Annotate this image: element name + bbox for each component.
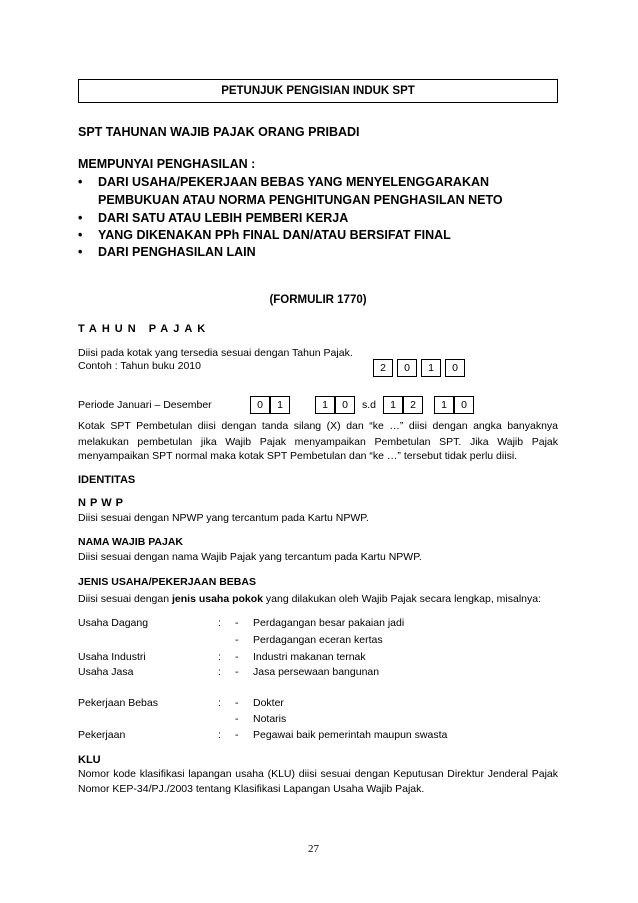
bullet-continuation — [78, 193, 558, 209]
jenis-row-dash: - — [235, 713, 239, 725]
heading-spt-tahunan: SPT TAHUNAN WAJIB PAJAK ORANG PRIBADI — [78, 125, 360, 139]
bullet-text: DARI USAHA/PEKERJAAN BEBAS YANG MENYELENGGARAKAN — [98, 175, 490, 189]
page-title-box — [78, 79, 558, 103]
jenis-row-colon: : — [218, 666, 221, 678]
pembetulan-note-line: melakukan pembetulan jika Wajib Pajak menyampaikan Pembetulan SPT. Jika Wajib Pajak — [78, 436, 558, 448]
period-end-month-box: 1 — [383, 396, 403, 414]
bullet-icon: • — [78, 228, 83, 242]
period-start-month-box: 0 — [250, 396, 270, 414]
jenis-text-after: yang dilakukan oleh Wajib Pajak secara lengkap, misalnya: — [263, 593, 542, 605]
jenis-row-colon: : — [218, 617, 221, 629]
jenis-row-dash: - — [235, 666, 239, 678]
jenis-row-colon: : — [218, 697, 221, 709]
period-start-month-box: 1 — [270, 396, 290, 414]
jenis-row-value: Notaris — [253, 713, 287, 725]
year-digit-box: 1 — [421, 359, 441, 377]
jenis-row-label: Pekerjaan — [78, 729, 126, 741]
jenis-text-bold: jenis usaha pokok — [171, 593, 264, 605]
tahun-pajak-instruction: Diisi pada kotak yang tersedia sesuai dengan Tahun Pajak. — [78, 347, 353, 359]
npwp-heading: NPWP — [78, 497, 127, 509]
nama-heading: NAMA WAJIB PAJAK — [78, 536, 184, 548]
tahun-pajak-heading: TAHUN PAJAK — [78, 323, 211, 335]
page-title: PETUNJUK PENGISIAN INDUK SPT — [221, 85, 415, 97]
jenis-row-label: Usaha Jasa — [78, 666, 134, 678]
bullet-item — [78, 175, 558, 191]
jenis-row-value: Pegawai baik pemerintah maupun swasta — [253, 729, 448, 741]
jenis-row-value: Perdagangan besar pakaian jadi — [253, 617, 405, 629]
jenis-row-value: Industri makanan ternak — [253, 651, 366, 663]
bullet-icon: • — [78, 211, 83, 225]
jenis-row-dash: - — [235, 729, 239, 741]
jenis-row-colon: : — [218, 651, 221, 663]
jenis-row-dash: - — [235, 634, 239, 646]
year-digit-box: 2 — [373, 359, 393, 377]
jenis-row-value: Jasa persewaan bangunan — [253, 666, 380, 678]
heading-mempunyai: MEMPUNYAI PENGHASILAN : — [78, 157, 256, 171]
jenis-row-dash: - — [235, 651, 239, 663]
npwp-text: Diisi sesuai dengan NPWP yang tercantum pada Kartu NPWP. — [78, 512, 369, 524]
bullet-icon: • — [78, 245, 83, 259]
identitas-heading: IDENTITAS — [78, 474, 136, 486]
jenis-text-before: Diisi sesuai dengan — [78, 593, 172, 605]
formulir-label: (FORMULIR 1770) — [269, 294, 367, 306]
pembetulan-note-line: menyampaikan SPT normal maka kotak SPT Pembetulan dan “ke …” tersebut tidak perlu diisi. — [78, 450, 518, 462]
page-number: 27 — [308, 843, 319, 855]
bullet-text: DARI SATU ATAU LEBIH PEMBERI KERJA — [98, 211, 349, 225]
period-start-year-box: 1 — [315, 396, 335, 414]
period-end-month-box: 2 — [403, 396, 423, 414]
bullet-icon: • — [78, 175, 83, 189]
bullet-text: YANG DIKENAKAN PPh FINAL DAN/ATAU BERSIFAT FINAL — [98, 228, 451, 242]
jenis-row-value: Dokter — [253, 697, 284, 709]
period-end-year-box: 0 — [454, 396, 474, 414]
klu-heading: KLU — [78, 754, 101, 766]
bullet-item — [78, 211, 558, 227]
year-digit-box: 0 — [397, 359, 417, 377]
bullet-text: PEMBUKUAN ATAU NORMA PENGHITUNGAN PENGHASILAN NETO — [98, 193, 503, 207]
periode-label: Periode Januari – Desember — [78, 399, 212, 411]
period-end-year-box: 1 — [434, 396, 454, 414]
klu-text-line: Nomor kode klasifikasi lapangan usaha (KLU) diisi sesuai dengan Keputusan Direktur Jenderal Pajak — [78, 768, 558, 780]
period-start-year-box: 0 — [335, 396, 355, 414]
jenis-row-dash: - — [235, 617, 239, 629]
year-digit-box: 0 — [445, 359, 465, 377]
tahun-pajak-example: Contoh : Tahun buku 2010 — [78, 360, 201, 372]
nama-text: Diisi sesuai dengan nama Wajib Pajak yang tercantum pada Kartu NPWP. — [78, 551, 422, 563]
jenis-row-label: Usaha Industri — [78, 651, 146, 663]
jenis-row-label: Pekerjaan Bebas — [78, 697, 158, 709]
jenis-row-value: Perdagangan eceran kertas — [253, 634, 383, 646]
jenis-row-dash: - — [235, 697, 239, 709]
jenis-row-label: Usaha Dagang — [78, 617, 149, 629]
sd-label: s.d — [362, 399, 377, 411]
jenis-heading: JENIS USAHA/PEKERJAAN BEBAS — [78, 576, 256, 588]
bullet-item — [78, 228, 558, 244]
jenis-text — [78, 593, 541, 605]
bullet-item — [78, 245, 558, 261]
bullet-text: DARI PENGHASILAN LAIN — [98, 245, 256, 259]
klu-text-line: Nomor KEP-34/PJ./2003 tentang Klasifikasi Lapangan Usaha Wajib Pajak. — [78, 783, 425, 795]
pembetulan-note-line: Kotak SPT Pembetulan diisi dengan tanda silang (X) dan “ke …” diisi dengan angka banyaknya — [78, 420, 558, 432]
jenis-row-colon: : — [218, 729, 221, 741]
